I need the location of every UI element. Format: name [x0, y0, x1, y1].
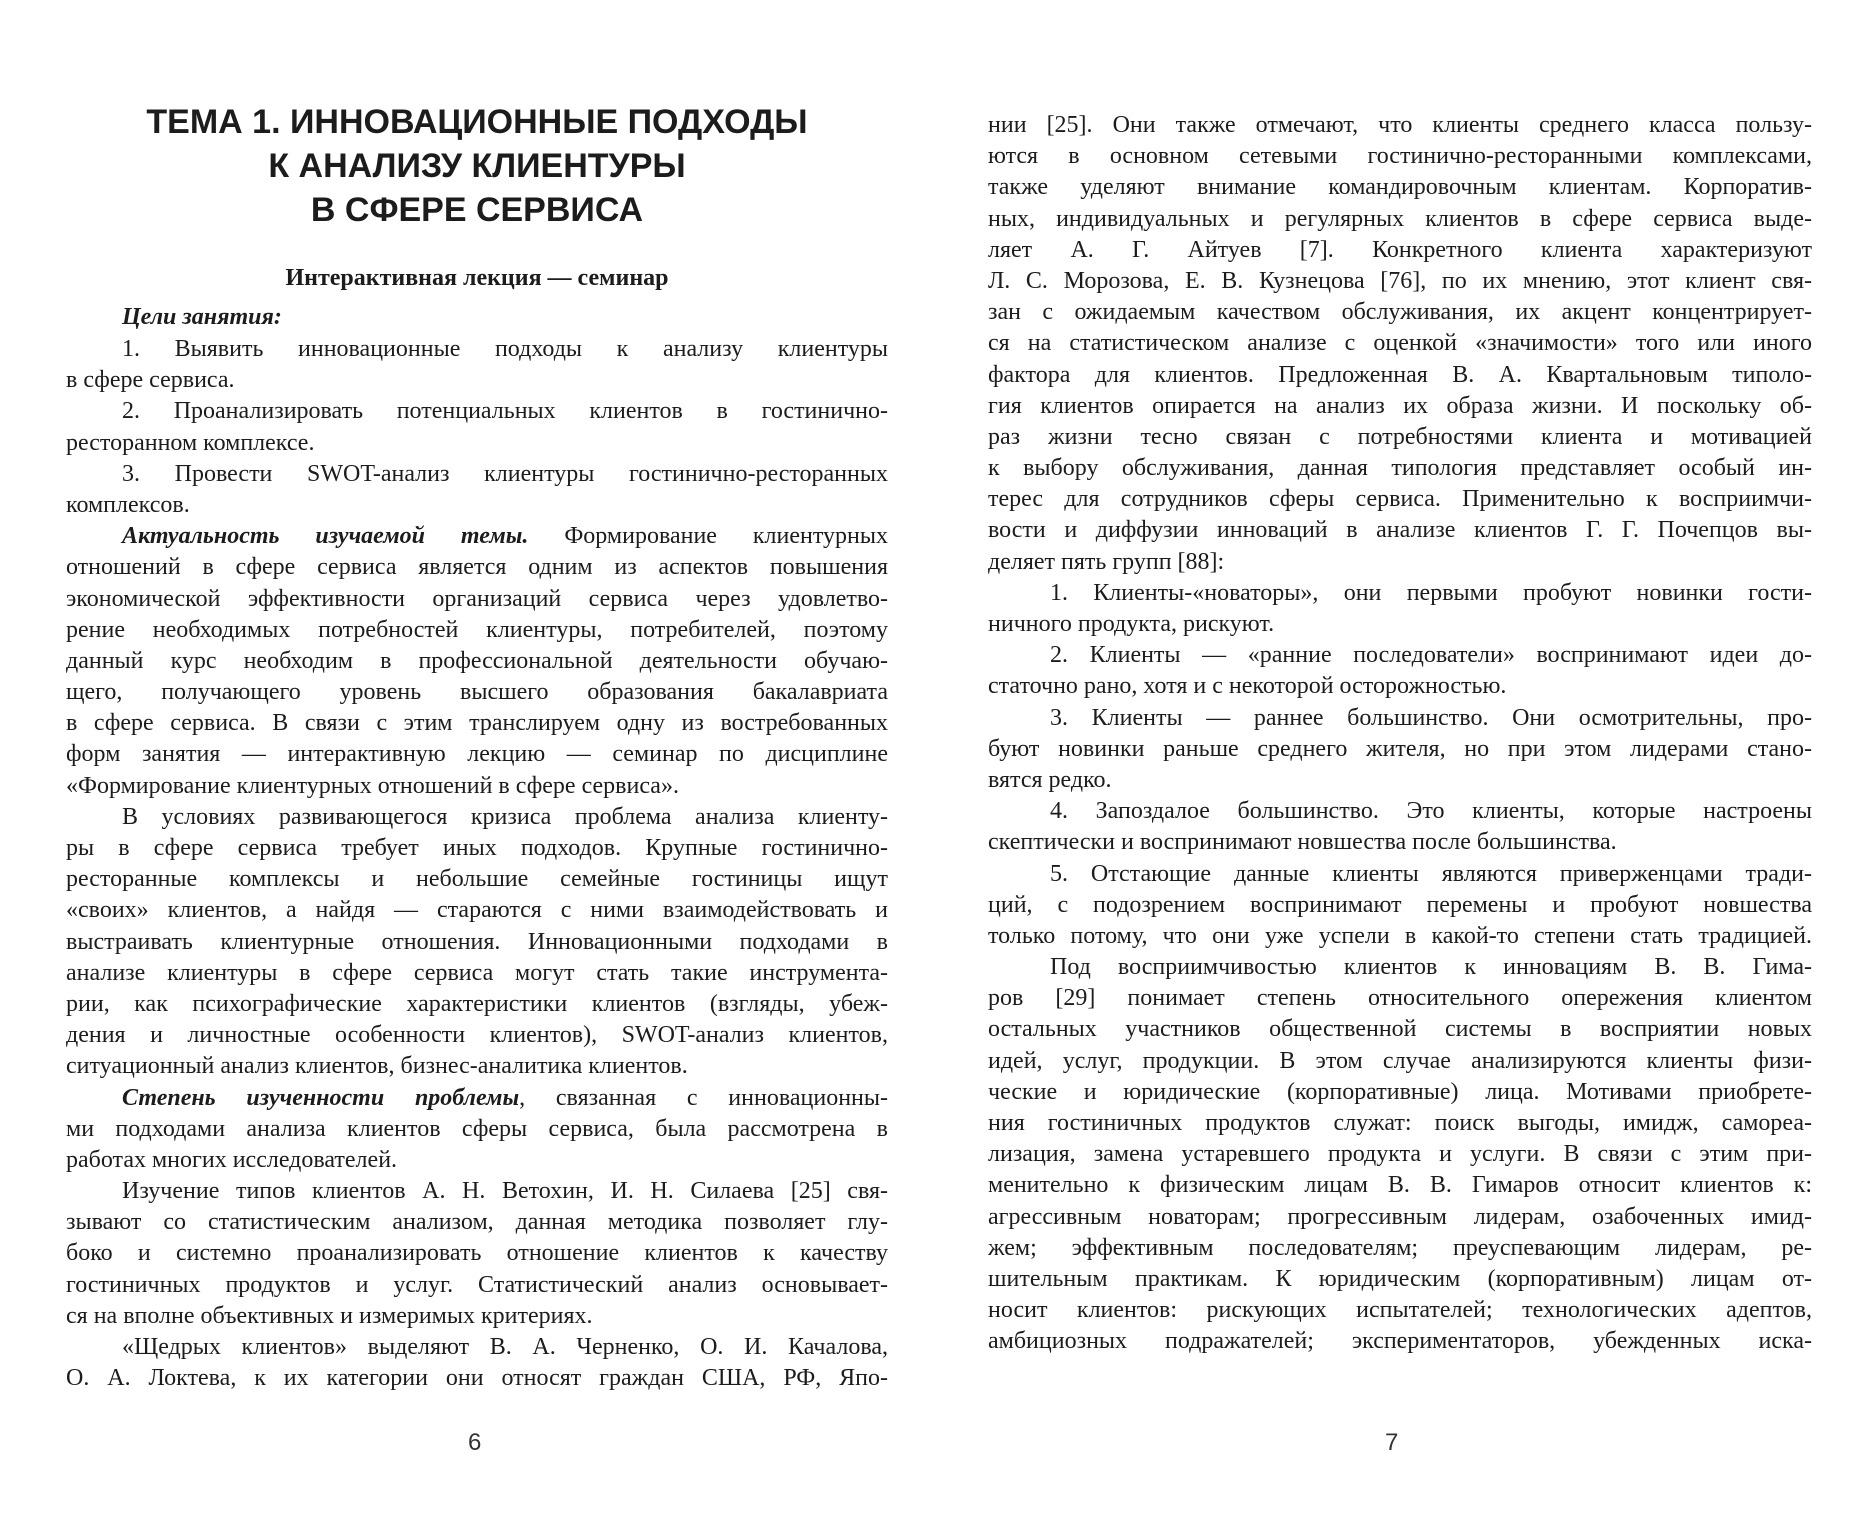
text-line: также уделяют внимание командировочным клиентам. Корпоратив-: [988, 174, 1812, 201]
text-line: деляет пять групп [88]:: [988, 548, 1225, 575]
text-line: отношений в сфере сервиса является одним из аспектов повышения: [66, 554, 888, 581]
text-line: ресторанном комплексе.: [66, 429, 315, 456]
text-line: ры в сфере сервиса требует иных подходов. Крупные гостинично-: [66, 835, 888, 861]
text-line: 1. Выявить инновационные подходы к анализу клиентуры: [122, 336, 888, 362]
text-line: раз жизни тесно связан с потребностями клиента и мотивацией: [988, 423, 1812, 450]
text-line: нии [25]. Они также отмечают, что клиенты среднего класса пользу-: [988, 112, 1812, 138]
text-line: ческие и юридические (корпоративные) лица. Мотивами приобрете-: [988, 1078, 1812, 1105]
text-line: лизация, замена устаревшего продукта и услуги. В связи с этим при-: [988, 1141, 1812, 1168]
text-line: «своих» клиентов, а найдя — стараются с ними взаимодействовать и: [66, 897, 888, 924]
text-line: анализе клиентуры в сфере сервиса могут стать такие инструмента-: [66, 959, 888, 986]
text-line: зывают со статистическим анализом, данная методика позволяет глу-: [66, 1209, 888, 1236]
lecture-subtitle: Интерактивная лекция — семинар: [285, 265, 669, 291]
text-line: ся на вполне объективных и измеримых критериях.: [66, 1302, 593, 1329]
text-line: ния гостиничных продуктов служат: поиск выгоды, имидж, самореа-: [988, 1110, 1812, 1136]
chapter-title-line: В СФЕРЕ СЕРВИСА: [310, 191, 644, 229]
text-line: скептически и воспринимают новшества после большинства.: [988, 829, 1617, 856]
text-line: 4. Запоздалое большинство. Это клиенты, которые настроены: [1050, 798, 1812, 825]
text-line: гостиничных продуктов и услуг. Статистический анализ основывает-: [66, 1271, 888, 1298]
text-line: ми подходами анализа клиентов сферы сервиса, была рассмотрена в: [66, 1115, 888, 1142]
text-line: зан с ожидаемым качеством обслуживания, их акцент концентрирует-: [988, 299, 1812, 326]
text-line: шительным практикам. К юридическим (корпоративным) лицам от-: [988, 1265, 1812, 1292]
text-line: вости и диффузии инноваций в анализе клиентов Г. Г. Почепцов вы-: [988, 517, 1812, 544]
relevance-heading: Актуальность изучаемой темы.: [122, 523, 529, 550]
text-line: [66, 521, 888, 552]
page-number: 6: [468, 1429, 482, 1456]
text-line: 5. Отстающие данные клиенты являются приверженцами тради-: [1050, 860, 1812, 887]
text-line: рение необходимых потребностей клиентуры, потребителей, поэтому: [66, 616, 888, 643]
text-line: 1. Клиенты-«новаторы», они первыми пробуют новинки гости-: [1050, 579, 1812, 606]
text-line: менительно к физическим лицам В. В. Гимаров относит клиентов к:: [988, 1172, 1812, 1199]
text-line: экономической эффективности организаций сервиса через удовлетво-: [66, 585, 888, 612]
text-line: статочно рано, хотя и с некоторой осторожностью.: [988, 673, 1507, 700]
text-line: фактора для клиентов. Предложенная В. А. Квартальновым типоло-: [988, 361, 1812, 388]
text-line: остальных участников общественной системы в восприятии новых: [988, 1016, 1812, 1043]
right-page-column: [988, 110, 1812, 1358]
text-line: Изучение типов клиентов А. Н. Ветохин, И. Н. Силаева [25] свя-: [122, 1178, 888, 1205]
text-line: работах многих исследователей.: [66, 1146, 398, 1173]
text-line: Под восприимчивостью клиентов к инновациям В. В. Гима-: [1050, 954, 1812, 981]
text-line: гия клиентов опирается на анализ их образа жизни. И поскольку об-: [988, 392, 1812, 419]
text-line: жем; эффективным последователям; преуспевающим лидерам, ре-: [988, 1234, 1812, 1261]
text-line: только потому, что они уже успели в какой-то степени стать традицией.: [988, 922, 1812, 949]
text-line: [66, 1083, 888, 1114]
text-line: Л. С. Морозова, Е. В. Кузнецова [76], по их мнению, этот клиент свя-: [988, 267, 1812, 294]
text-line: ются в основном сетевыми гостинично-ресторанными комплексами,: [988, 143, 1812, 170]
text-line: 2. Проанализировать потенциальных клиентов в гостинично-: [122, 398, 888, 425]
text-line: щего, получающего уровень высшего образования бакалавриата: [66, 679, 888, 706]
text-line: ресторанные комплексы и небольшие семейные гостиницы ищут: [66, 866, 888, 893]
text-line: ных, индивидуальных и регулярных клиентов в сфере сервиса выде-: [988, 205, 1812, 232]
text-line: в сфере сервиса.: [66, 367, 235, 394]
chapter-title: [66, 100, 888, 232]
text-line: ся на статистическом анализе с оценкой «значимости» того или иного: [988, 330, 1812, 357]
study-heading: Степень изученности проблемы: [122, 1084, 520, 1111]
page-number: 7: [1385, 1429, 1399, 1456]
text-line: О. А. Локтева, к их категории они относят граждан США, РФ, Япо-: [66, 1365, 888, 1392]
chapter-title-line: К АНАЛИЗУ КЛИЕНТУРЫ: [268, 147, 686, 185]
text-line: вятся редко.: [988, 766, 1112, 793]
text-line: ций, с подозрением воспринимают перемены и пробуют новшества: [988, 891, 1812, 918]
text-line: форм занятия — интерактивную лекцию — семинар по дисциплине: [66, 741, 888, 768]
text-line: 3. Клиенты — раннее большинство. Они осмотрительны, про-: [1050, 704, 1812, 731]
text-line: ляет А. Г. Айтуев [7]. Конкретного клиента характеризуют: [988, 236, 1812, 263]
text-line: носит клиентов: рискующих испытателей; технологических адептов,: [988, 1297, 1812, 1324]
text-line: 2. Клиенты — «ранние последователи» воспринимают идеи до-: [1050, 642, 1812, 669]
text-line: «Формирование клиентурных отношений в сфере сервиса».: [66, 772, 679, 799]
text-line: ров [29] понимает степень относительного опережения клиентом: [988, 985, 1812, 1012]
text-line: «Щедрых клиентов» выделяют В. А. Черненко, О. И. Качалова,: [122, 1334, 888, 1360]
text-line: 3. Провести SWOT-анализ клиентуры гостинично-ресторанных: [122, 460, 888, 487]
text-line: рии, как психографические характеристики клиентов (взгляды, убеж-: [66, 990, 888, 1017]
text-line: к выбору обслуживания, данная типология представляет особый ин-: [988, 455, 1812, 482]
left-page-column: [66, 100, 888, 1394]
text-line: амбициозных подражателей; экспериментаторов, убежденных иска-: [988, 1328, 1812, 1355]
chapter-title-line: ТЕМА 1. ИННОВАЦИОННЫЕ ПОДХОДЫ: [146, 103, 808, 141]
text-line: идей, услуг, продукции. В этом случае анализируются клиенты физи-: [988, 1047, 1812, 1074]
aims-heading: Цели занятия:: [122, 304, 282, 330]
text-line: комплексов.: [66, 491, 190, 518]
text-line: ситуационный анализ клиентов, бизнес-аналитика клиентов.: [66, 1053, 688, 1080]
text-line: выстраивать клиентурные отношения. Инновационными подходами в: [66, 928, 888, 955]
text-line: В условиях развивающегося кризиса проблема анализа клиенту-: [122, 803, 888, 830]
text-line: терес для сотрудников сферы сервиса. Применительно к восприимчи-: [988, 486, 1812, 513]
text-line-rest: Формирование клиентурных: [528, 523, 888, 550]
text-line: дения и личностные особенности клиентов), SWOT-анализ клиентов,: [66, 1022, 888, 1049]
text-line: в сфере сервиса. В связи с этим транслируем одну из востребованных: [66, 710, 888, 737]
text-line: агрессивным новаторам; прогрессивным лидерам, озабоченных имид-: [988, 1203, 1812, 1230]
text-line: ничного продукта, рискуют.: [988, 611, 1275, 637]
right-page: [925, 0, 1850, 1513]
text-line: боко и системно проанализировать отношение клиентов к качеству: [66, 1240, 888, 1267]
text-line: буют новинки раньше среднего жителя, но при этом лидерами стано-: [988, 735, 1812, 762]
text-line: данный курс необходим в профессиональной деятельности обучаю-: [66, 647, 888, 674]
text-line-rest: , связанная с инновационны-: [519, 1084, 888, 1111]
